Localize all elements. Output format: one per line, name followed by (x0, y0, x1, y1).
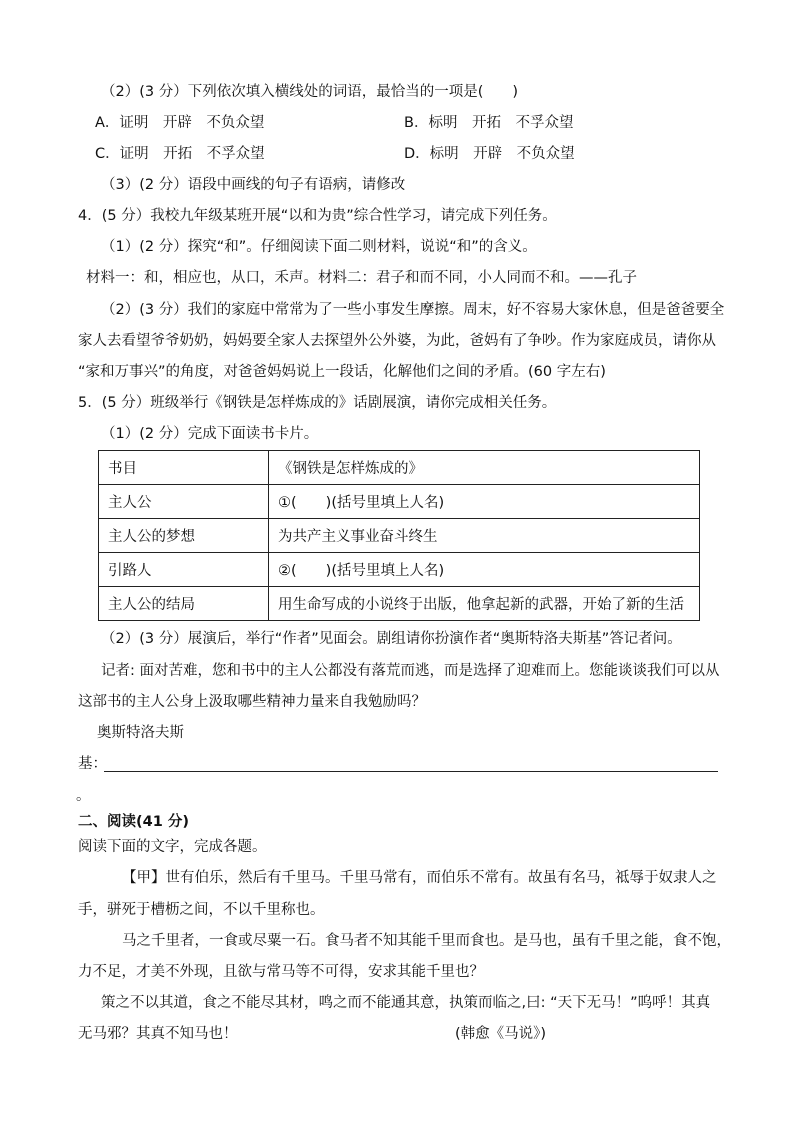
table-row (99, 451, 700, 485)
reporter-question-line2: 这部书的主人公身上汲取哪些精神力量来自我勉励吗？ (78, 694, 426, 710)
passage-source: (韩愈《马说》) (455, 1026, 547, 1042)
q4-sub2-line3: “家和万事兴”的角度，对爸爸妈妈说上一段话，化解他们之间的矛盾。(60 字左右) (78, 364, 606, 380)
table-cell: 书目 (99, 451, 269, 485)
table-cell: 主人公的结局 (99, 587, 269, 621)
passage-p2-line1: 马之千里者，一食或尽粟一石。食马者不知其能千里而食也。是马也，虽有千里之能，食不饱， (122, 933, 731, 949)
section-instruction: 阅读下面的文字，完成各题。 (78, 839, 267, 855)
table-cell: ②( )(括号里填上人名) (269, 553, 700, 587)
answer-blank-line[interactable] (104, 770, 718, 772)
table-cell: 主人公的梦想 (99, 519, 269, 553)
reading-card-table (98, 450, 700, 621)
q4-sub1: （1）(2 分）探究“和”。仔细阅读下面二则材料，说说“和”的含义。 (101, 239, 537, 255)
q3-option-b: B．标明 开拓 不孚众望 (404, 115, 574, 131)
q3-sub3: （3）(2 分）语段中画线的句子有语病，请修改 (101, 177, 406, 193)
table-row (99, 553, 700, 587)
q3-sub2: （2）(3 分）下列依次填入横线处的词语，最恰当的一项是( ) (101, 84, 519, 100)
answer-label-line1: 奥斯特洛夫斯 (97, 725, 184, 741)
table-cell: 引路人 (99, 553, 269, 587)
reporter-question-line1: 记者: 面对苦难，您和书中的主人公都没有落荒而逃，而是选择了迎难而上。您能谈谈我们可以从 (101, 663, 720, 679)
q5-sub1: （1）(2 分）完成下面读书卡片。 (101, 426, 319, 442)
q4-heading: 4．(5 分）我校九年级某班开展“以和为贵”综合性学习，请完成下列任务。 (78, 208, 557, 224)
table-cell: 主人公 (99, 485, 269, 519)
q4-sub2-line2: 家人去看望爷爷奶奶，妈妈要全家人去探望外公外婆，为此，爸妈有了争吵。作为家庭成员，请你从 (78, 333, 716, 349)
passage-p3-line2: 无马邪？其真不知马也！ (78, 1026, 238, 1042)
section-title: 二、阅读(41 分) (78, 814, 189, 830)
table-cell: ①( )(括号里填上人名) (269, 485, 700, 519)
table-cell: 《钢铁是怎样炼成的》 (269, 451, 700, 485)
q4-sub2-line1: （2）(3 分）我们的家庭中常常为了一些小事发生摩擦。周末，好不容易大家休息，但是爸爸要全 (101, 302, 725, 318)
passage-p1-line2: 手，骈死于槽枥之间，不以千里称也。 (78, 902, 325, 918)
answer-label-line2: 基： (78, 756, 107, 772)
passage-p3-line1: 策之不以其道，食之不能尽其材，鸣之而不能通其意，执策而临之,曰: “天下无马！”呜呼！其真 (101, 995, 711, 1011)
passage-p2-line2: 力不足，才美不外现，且欲与常马等不可得，安求其能千里也？ (78, 964, 484, 980)
q3-option-a: A．证明 开辟 不负众望 (95, 115, 265, 131)
q3-option-c: C．证明 开拓 不孚众望 (95, 146, 265, 162)
q4-material: 材料一：和，相应也，从口，禾声。材料二：君子和而不同，小人同而不和。——孔子 (86, 270, 637, 286)
table-cell: 为共产主义事业奋斗终生 (269, 519, 700, 553)
table-row (99, 485, 700, 519)
table-row (99, 587, 700, 621)
q3-option-d: D．标明 开辟 不负众望 (404, 146, 575, 162)
table-cell: 用生命写成的小说终于出版，他拿起新的武器，开始了新的生活 (269, 587, 700, 621)
table-row (99, 519, 700, 553)
q5-sub2: （2）(3 分）展演后，举行“作者”见面会。剧组请你扮演作者“奥斯特洛夫斯基”答记者问。 (101, 631, 682, 647)
answer-end-mark: 。 (76, 788, 91, 804)
q5-heading: 5．(5 分）班级举行《钢铁是怎样炼成的》话剧展演，请你完成相关任务。 (78, 395, 557, 411)
passage-p1-line1: 【甲】世有伯乐，然后有千里马。千里马常有，而伯乐不常有。故虽有名马，祗辱于奴隶人之 (122, 870, 717, 886)
